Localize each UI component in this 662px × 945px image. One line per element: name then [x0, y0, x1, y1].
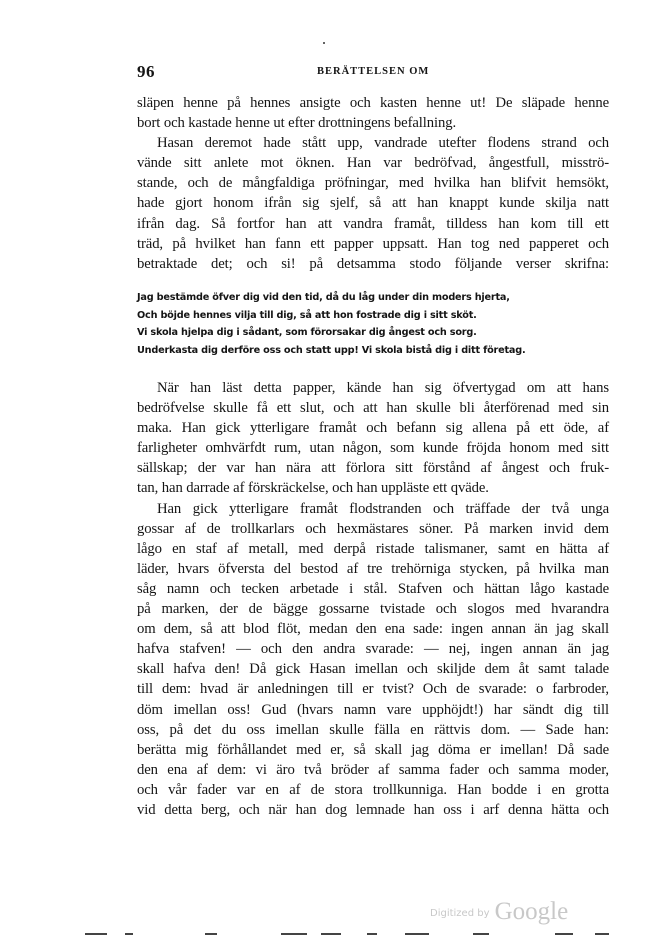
verse-block [137, 289, 592, 359]
paragraph-1 [137, 93, 609, 274]
text-line: När han läst detta papper, kände han sig öfvertygad om att hans [157, 380, 609, 396]
text-line: den ena af dem: vi äro två bröder af samma fader och samma moder, [137, 761, 609, 778]
text-line: hade gjort honom ifrån sig sjelf, så att han knappt kunde skilja natt [137, 195, 609, 212]
verse-line: Och böjde hennes vilja till dig, så att hon fostrade dig i sitt sköt. [137, 309, 477, 321]
text-line: Han gick ytterligare framåt flodstranden och träffade der två unga [157, 500, 609, 517]
page-header [137, 62, 533, 82]
text-line: ifrån dag. Så fortfor han att vandra framåt, tilldess han kom till ett [137, 215, 609, 232]
verse-line: Underkasta dig derföre oss och statt upp! Vi skola bistå dig i ditt företag. [137, 344, 526, 356]
text-line: vände sitt anlete mot öknen. Han var bedröfvad, ångestfull, misströ- [137, 155, 609, 172]
verse-line: Vi skola hjelpa dig i sådant, som förorsakar dig ångest och sorg. [137, 327, 477, 338]
text-line: lågo en staf af metall, med derpå ristade talismaner, samt en hätta af [137, 540, 609, 557]
text-line: betraktade det; och si! på detsamma stodo följande verser skrifna: [137, 255, 609, 272]
text-line: hafva stafven! — och den andra svarade: — nej, ingen annan än jag [137, 641, 609, 658]
text-line: Hasan deremot hade stått upp, vandrade utefter flodens strand och [157, 135, 609, 152]
text-line: läder, hvars öfversta del bestod af tre trehörniga stycken, på hvilka man [137, 560, 609, 577]
text-line: farligheter omhvärfdt rum, utan någon, som kunde fröjda honom med sitt [137, 440, 609, 457]
text-line: berätta mig förhållandet med er, så skall jag döma er imellan! Då sade [137, 741, 609, 758]
digitized-watermark [430, 898, 568, 926]
text-line: stande, och de mångfaldiga pröfningar, med hvilka han blifvit hemsökt, [137, 175, 609, 192]
ink-speck [323, 42, 325, 44]
text-line: och vår fader var en af de stora trollkunniga. Han bodde i en grotta [137, 781, 609, 798]
text-line: oss, på det du oss imellan skulle fälla en rättvis dom. — Sade han: [137, 721, 609, 738]
text-line: vid detta berg, och när han dog lemnade han oss i arf denna hätta och [137, 801, 609, 818]
text-line: såg namn och tecken arbetade i stål. Stafven och hättan lågo kastade [137, 580, 609, 597]
text-line: till dem: hvad är anledningen till er tvist? Och de svarade: o farbroder, [137, 681, 609, 698]
text-line: om dem, så att blod flöt, medan den ena sade: ingen annan än jag skall [137, 621, 609, 638]
scan-edge-marks [85, 933, 625, 937]
text-line: gossar af de trollkarlars och hexmästares söner. På marken invid dem [137, 520, 609, 537]
paragraph-2 [137, 378, 609, 820]
text-line: döm imellan oss! Gud (hvars namn vare upphöjdt!) har sändt dig till [137, 701, 609, 718]
watermark-prefix: Digitized by [430, 908, 490, 919]
verse-line: Jag bestämde öfver dig vid den tid, då du låg under din moders hjerta, [137, 292, 510, 303]
text-line: sällskap; der var han nära att förlora sitt förstånd af ångest och fruk- [137, 460, 609, 477]
text-line: träd, på hvilket han fann ett papper uppsatt. Han tog ned papperet och [137, 235, 609, 252]
text-line: bedröfvelse skulle få ett slut, och att han skulle bli återförenad med sin [137, 400, 609, 417]
watermark-brand: Google [494, 898, 569, 925]
page-number: 96 [137, 62, 155, 81]
text-line: maka. Han gick ytterligare framåt och befann sig allena på ett öde, af [137, 420, 609, 437]
running-title: BERÄTTELSEN OM [317, 66, 430, 77]
text-line: skall hafva den! Då gick Hasan imellan och skiljde dem åt samt talade [137, 661, 609, 678]
text-line: bort och kastade henne ut efter drottningens befallning. [137, 115, 457, 132]
text-line: på marken, der de bägge gossarne tvistade och slogos med hvarandra [137, 601, 609, 618]
text-line: släpen henne på hennes ansigte och kasten henne ut! De släpade henne [137, 95, 609, 111]
text-line: tan, han darrade af förskräckelse, och han uppläste ett qväde. [137, 480, 489, 497]
